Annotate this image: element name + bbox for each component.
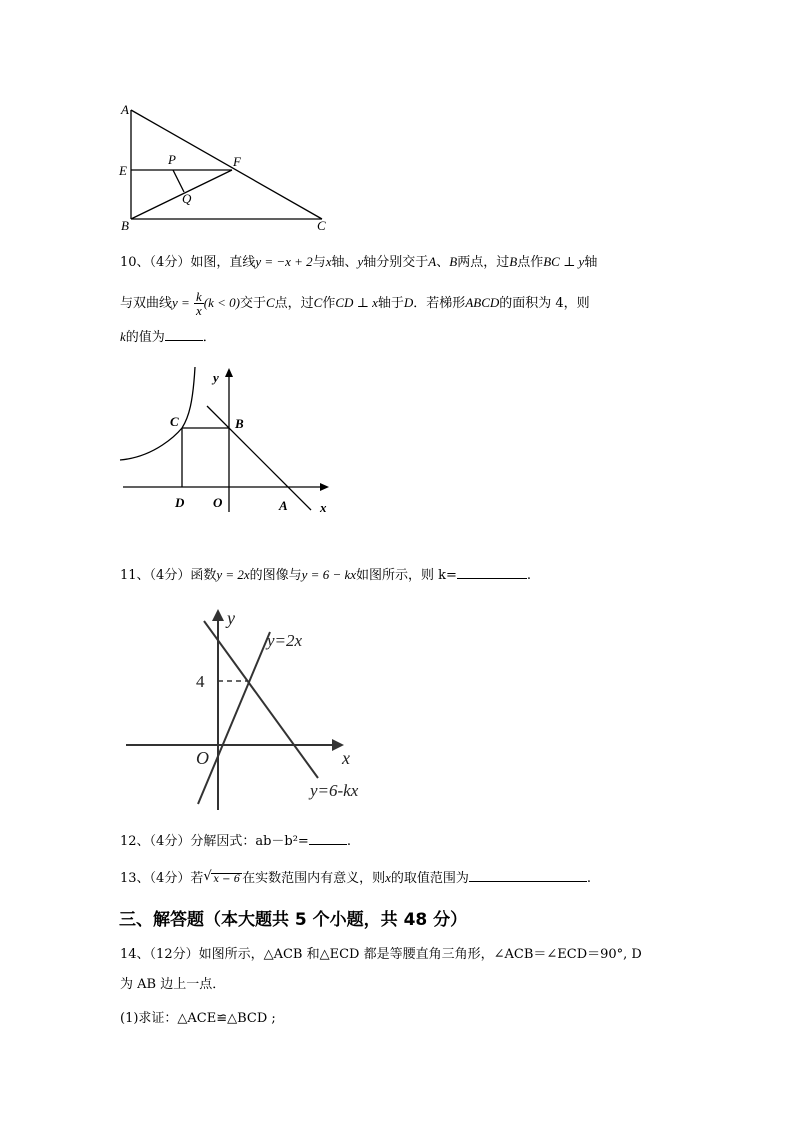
label-y: y [227, 608, 235, 628]
segment-AC [131, 110, 322, 219]
label-C: C [170, 414, 179, 429]
line-y-2x [198, 632, 270, 804]
y-axis-arrow [212, 609, 224, 621]
question-10-line3: k的值为 ． [120, 329, 216, 345]
question-14-line1: 14、（12分）如图所示，△ACB 和△ECD 都是等腰直角三角形，∠ACB＝∠ECD＝90°, D [120, 947, 642, 962]
answer-blank-10[interactable] [165, 328, 203, 341]
label-Q: Q [182, 191, 192, 206]
label-y: y [213, 370, 219, 385]
question-14-line3: (1)求证：△ACE≌△BCD ; [120, 1011, 276, 1026]
label-x: x [342, 748, 350, 768]
segment-PQ [173, 170, 184, 192]
label-four: 4 [196, 672, 205, 691]
fraction-k-over-x: $\frac{k}{x}$ [195, 289, 202, 318]
line-AB [207, 406, 311, 510]
answer-blank-12[interactable] [309, 832, 347, 845]
label-E: E [119, 163, 127, 178]
question-11: 11、（4分）函数y = 2x的图像与y = 6 − kx如图所示，则 k= . [120, 567, 532, 583]
label-O: O [196, 748, 209, 768]
label-eq2: y=6-kx [310, 781, 359, 800]
x-axis-arrow [320, 483, 329, 491]
y-axis-arrow [225, 368, 233, 377]
label-x: x [320, 500, 327, 515]
section-heading: 三、解答题（本大题共 5 个小题，共 48 分） [119, 910, 468, 930]
label-A: A [279, 498, 288, 513]
answer-blank-11[interactable] [457, 566, 527, 579]
hyperbola-curve [120, 367, 195, 460]
figure-hyperbola [115, 362, 335, 522]
label-B: B [235, 416, 244, 431]
figure-two-lines [122, 604, 372, 816]
question-10-line1: 10、（4分）如图，直线y = −x + 2与x轴、y轴分别交于A、B两点，过B点作BC ⊥ y轴 [120, 254, 598, 270]
label-O: O [213, 495, 223, 510]
label-eq1: y=2x [267, 631, 303, 650]
question-12: 12、（4分）分解因式：ab－b²= . [120, 834, 351, 849]
label-D: D [175, 495, 185, 510]
label-P: P [168, 152, 176, 167]
label-B: B [121, 218, 129, 233]
question-13: 13、（4分）若 √ x − 6 在实数范围内有意义，则x的取值范围为 . [120, 869, 591, 889]
label-F: F [233, 154, 241, 169]
label-C: C [317, 218, 326, 233]
question-14-line2: 为 AB 边上一点． [120, 977, 226, 992]
answer-blank-13[interactable] [469, 869, 587, 882]
label-A: A [121, 102, 129, 117]
figure-triangle [112, 98, 337, 238]
sqrt-expression: √ x − 6 [203, 869, 241, 885]
question-10-line2: 与双曲线y = $\frac{k}{x}$ (k < 0)交于C点，过C作CD ⊥ x轴于D．若梯形ABCD的面积为 4，则 [120, 289, 590, 318]
